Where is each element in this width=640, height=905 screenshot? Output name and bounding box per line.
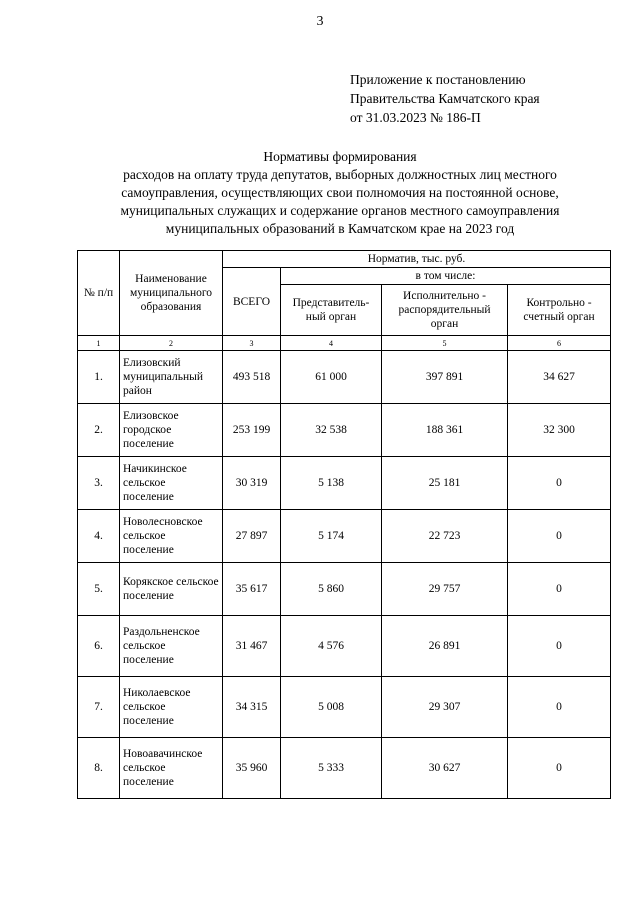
value-representative: 4 576 xyxy=(281,616,382,677)
appendix-line: Приложение к постановлению xyxy=(350,72,526,87)
value-control: 0 xyxy=(508,510,611,563)
municipality-name: Начикинское сельское поселение xyxy=(120,457,223,510)
value-total: 35 960 xyxy=(223,738,281,799)
table-row xyxy=(78,677,611,738)
column-index: 1 xyxy=(78,336,120,351)
value-representative: 5 174 xyxy=(281,510,382,563)
table-body xyxy=(78,336,611,799)
column-index: 4 xyxy=(281,336,382,351)
value-control: 0 xyxy=(508,616,611,677)
title-line: Нормативы формирования xyxy=(263,149,417,164)
header-norm: Норматив, тыс. руб. xyxy=(223,251,611,268)
column-index-row xyxy=(78,336,611,351)
value-executive: 188 361 xyxy=(382,404,508,457)
value-representative: 61 000 xyxy=(281,351,382,404)
title-line: муниципальных служащих и содержание органов местного самоуправления xyxy=(120,203,560,218)
municipality-name: Раздольненское сельское поселение xyxy=(120,616,223,677)
column-index: 6 xyxy=(508,336,611,351)
value-representative: 5 008 xyxy=(281,677,382,738)
table-row xyxy=(78,563,611,616)
row-number: 7. xyxy=(78,677,120,738)
value-total: 493 518 xyxy=(223,351,281,404)
value-control: 0 xyxy=(508,738,611,799)
header-name: Наименование муниципального образования xyxy=(120,251,223,336)
header-control: Контрольно - счетный орган xyxy=(508,285,611,336)
row-number: 6. xyxy=(78,616,120,677)
header-representative: Представитель-ный орган xyxy=(281,285,382,336)
value-control: 32 300 xyxy=(508,404,611,457)
column-index: 3 xyxy=(223,336,281,351)
row-number: 5. xyxy=(78,563,120,616)
municipality-name: Николаевское сельское поселение xyxy=(120,677,223,738)
table-row xyxy=(78,457,611,510)
value-total: 253 199 xyxy=(223,404,281,457)
row-number: 3. xyxy=(78,457,120,510)
value-executive: 22 723 xyxy=(382,510,508,563)
title-line: расходов на оплату труда депутатов, выборных должностных лиц местного xyxy=(123,167,557,182)
table-row xyxy=(78,616,611,677)
value-representative: 32 538 xyxy=(281,404,382,457)
header-total: ВСЕГО xyxy=(223,268,281,336)
value-executive: 26 891 xyxy=(382,616,508,677)
value-total: 31 467 xyxy=(223,616,281,677)
appendix-line: Правительства Камчатского края xyxy=(350,91,540,106)
appendix-line: от 31.03.2023 № 186-П xyxy=(350,110,481,125)
title-line: муниципальных образований в Камчатском крае на 2023 год xyxy=(165,221,515,236)
municipality-name: Корякское сельское поселение xyxy=(120,563,223,616)
value-total: 27 897 xyxy=(223,510,281,563)
value-representative: 5 333 xyxy=(281,738,382,799)
municipality-name: Новоавачинское сельское поселение xyxy=(120,738,223,799)
value-control: 0 xyxy=(508,563,611,616)
header-num: № п/п xyxy=(78,251,120,336)
table-row xyxy=(78,404,611,457)
municipality-name: Елизовское городское поселение xyxy=(120,404,223,457)
value-executive: 29 757 xyxy=(382,563,508,616)
table-row xyxy=(78,351,611,404)
value-executive: 397 891 xyxy=(382,351,508,404)
row-number: 1. xyxy=(78,351,120,404)
value-total: 30 319 xyxy=(223,457,281,510)
value-control: 0 xyxy=(508,677,611,738)
row-number: 4. xyxy=(78,510,120,563)
value-executive: 29 307 xyxy=(382,677,508,738)
value-control: 0 xyxy=(508,457,611,510)
row-number: 8. xyxy=(78,738,120,799)
header-including: в том числе: xyxy=(281,268,611,285)
value-representative: 5 860 xyxy=(281,563,382,616)
value-executive: 30 627 xyxy=(382,738,508,799)
table-row xyxy=(78,510,611,563)
row-number: 2. xyxy=(78,404,120,457)
value-total: 34 315 xyxy=(223,677,281,738)
value-representative: 5 138 xyxy=(281,457,382,510)
value-executive: 25 181 xyxy=(382,457,508,510)
header-executive: Исполнительно - распорядительный орган xyxy=(382,285,508,336)
value-control: 34 627 xyxy=(508,351,611,404)
value-total: 35 617 xyxy=(223,563,281,616)
municipality-name: Елизовский муниципальный район xyxy=(120,351,223,404)
municipality-name: Новолесновское сельское поселение xyxy=(120,510,223,563)
document-title xyxy=(40,148,640,238)
column-index: 2 xyxy=(120,336,223,351)
norms-table xyxy=(77,250,611,799)
appendix-note xyxy=(350,70,540,127)
page-number: 3 xyxy=(316,14,324,29)
table-row xyxy=(78,738,611,799)
column-index: 5 xyxy=(382,336,508,351)
title-line: самоуправления, осуществляющих свои полномочия на постоянной основе, xyxy=(121,185,559,200)
